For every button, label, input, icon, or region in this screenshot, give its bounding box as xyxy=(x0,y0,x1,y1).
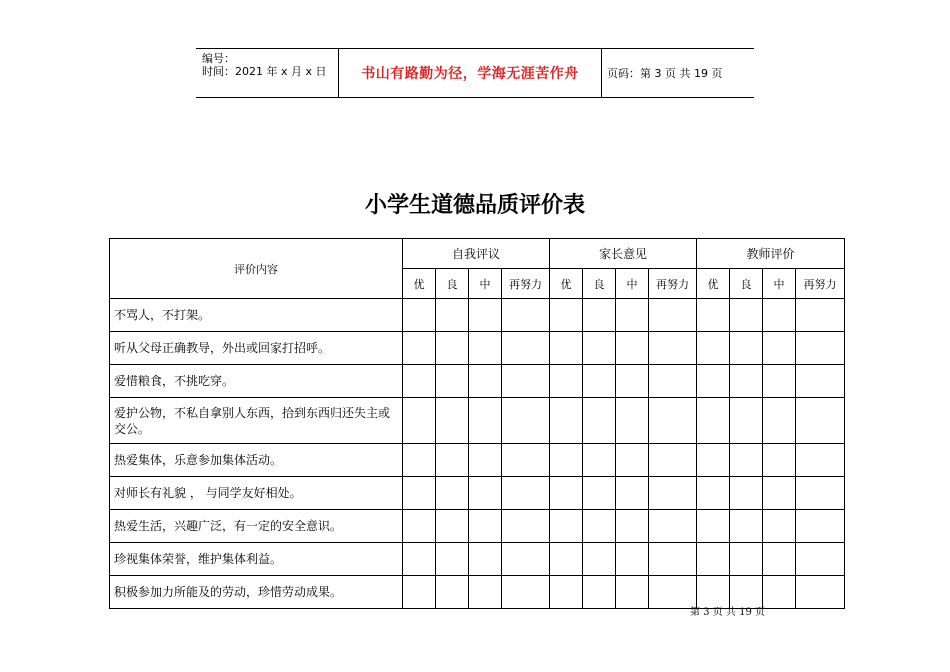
rating-cell[interactable] xyxy=(403,576,436,609)
rating-cell[interactable] xyxy=(730,299,763,332)
grade-header: 优 xyxy=(697,269,730,299)
rating-cell[interactable] xyxy=(403,510,436,543)
rating-cell[interactable] xyxy=(550,398,583,444)
rating-cell[interactable] xyxy=(649,510,697,543)
grade-header: 优 xyxy=(550,269,583,299)
rating-cell[interactable] xyxy=(469,398,502,444)
rating-cell[interactable] xyxy=(796,332,845,365)
rating-cell[interactable] xyxy=(469,332,502,365)
rating-cell[interactable] xyxy=(730,444,763,477)
rating-cell[interactable] xyxy=(583,510,616,543)
rating-cell[interactable] xyxy=(616,444,649,477)
rating-cell[interactable] xyxy=(616,332,649,365)
rating-cell[interactable] xyxy=(796,576,845,609)
table-row xyxy=(110,477,845,510)
rating-cell[interactable] xyxy=(730,510,763,543)
rating-cell[interactable] xyxy=(763,510,796,543)
rating-cell[interactable] xyxy=(697,510,730,543)
rating-cell[interactable] xyxy=(502,444,550,477)
evaluation-item: 珍视集体荣誉，维护集体利益。 xyxy=(110,543,403,576)
rating-cell[interactable] xyxy=(436,543,469,576)
rating-cell[interactable] xyxy=(763,398,796,444)
group-header-parent: 家长意见 xyxy=(550,239,697,269)
evaluation-table xyxy=(109,238,845,609)
rating-cell[interactable] xyxy=(697,477,730,510)
evaluation-body xyxy=(110,299,845,609)
rating-cell[interactable] xyxy=(763,444,796,477)
rating-cell[interactable] xyxy=(697,444,730,477)
rating-cell[interactable] xyxy=(763,576,796,609)
rating-cell[interactable] xyxy=(583,477,616,510)
rating-cell[interactable] xyxy=(763,477,796,510)
rating-cell[interactable] xyxy=(550,543,583,576)
grade-header: 良 xyxy=(583,269,616,299)
content-header: 评价内容 xyxy=(110,239,403,299)
table-row xyxy=(110,398,845,444)
evaluation-item: 热爱生活，兴趣广泛，有一定的安全意识。 xyxy=(110,510,403,543)
rating-cell[interactable] xyxy=(469,477,502,510)
rating-cell[interactable] xyxy=(697,365,730,398)
rating-cell[interactable] xyxy=(649,477,697,510)
document-header xyxy=(196,48,754,98)
rating-cell[interactable] xyxy=(502,365,550,398)
table-row xyxy=(110,543,845,576)
rating-cell[interactable] xyxy=(763,299,796,332)
page-title: 小学生道德品质评价表 xyxy=(364,192,585,218)
rating-cell[interactable] xyxy=(403,477,436,510)
evaluation-item: 热爱集体，乐意参加集体活动。 xyxy=(110,444,403,477)
rating-cell[interactable] xyxy=(763,332,796,365)
rating-cell[interactable] xyxy=(550,477,583,510)
group-header-row xyxy=(110,239,845,269)
rating-cell[interactable] xyxy=(796,365,845,398)
evaluation-item: 爱惜粮食，不挑吃穿。 xyxy=(110,365,403,398)
motto-text: 书山有路勤为径，学海无涯苦作舟 xyxy=(361,66,579,82)
rating-cell[interactable] xyxy=(649,365,697,398)
group-header-teacher: 教师评价 xyxy=(697,239,845,269)
rating-cell[interactable] xyxy=(502,398,550,444)
rating-cell[interactable] xyxy=(436,576,469,609)
rating-cell[interactable] xyxy=(697,299,730,332)
rating-cell[interactable] xyxy=(616,477,649,510)
rating-cell[interactable] xyxy=(730,398,763,444)
rating-cell[interactable] xyxy=(502,299,550,332)
rating-cell[interactable] xyxy=(616,510,649,543)
rating-cell[interactable] xyxy=(436,510,469,543)
rating-cell[interactable] xyxy=(469,444,502,477)
header-motto-cell xyxy=(338,49,602,97)
rating-cell[interactable] xyxy=(697,332,730,365)
rating-cell[interactable] xyxy=(763,543,796,576)
table-row xyxy=(110,510,845,543)
header-page-cell xyxy=(601,49,754,97)
table-row xyxy=(110,299,845,332)
rating-cell[interactable] xyxy=(403,398,436,444)
rating-cell[interactable] xyxy=(616,299,649,332)
rating-cell[interactable] xyxy=(550,332,583,365)
rating-cell[interactable] xyxy=(697,398,730,444)
rating-cell[interactable] xyxy=(403,365,436,398)
rating-cell[interactable] xyxy=(403,332,436,365)
rating-cell[interactable] xyxy=(436,444,469,477)
rating-cell[interactable] xyxy=(403,444,436,477)
rating-cell[interactable] xyxy=(469,543,502,576)
grade-header: 中 xyxy=(763,269,796,299)
grade-header: 中 xyxy=(616,269,649,299)
rating-cell[interactable] xyxy=(469,576,502,609)
rating-cell[interactable] xyxy=(436,299,469,332)
rating-cell[interactable] xyxy=(550,576,583,609)
table-row xyxy=(110,332,845,365)
rating-cell[interactable] xyxy=(469,510,502,543)
time-label: 时间：2021 年 x 月 x 日 xyxy=(202,65,327,78)
page-footer: 第 3 页 共 19 页 xyxy=(690,607,765,618)
rating-cell[interactable] xyxy=(616,365,649,398)
rating-cell[interactable] xyxy=(502,477,550,510)
evaluation-item: 不骂人，不打架。 xyxy=(110,299,403,332)
rating-cell[interactable] xyxy=(616,398,649,444)
rating-cell[interactable] xyxy=(502,332,550,365)
grade-header: 再努力 xyxy=(502,269,550,299)
evaluation-item: 积极参加力所能及的劳动，珍惜劳动成果。 xyxy=(110,576,403,609)
rating-cell[interactable] xyxy=(583,398,616,444)
rating-cell[interactable] xyxy=(697,543,730,576)
rating-cell[interactable] xyxy=(616,543,649,576)
rating-cell[interactable] xyxy=(649,543,697,576)
rating-cell[interactable] xyxy=(796,510,845,543)
grade-header: 再努力 xyxy=(796,269,845,299)
table-row xyxy=(110,365,845,398)
rating-cell[interactable] xyxy=(436,332,469,365)
rating-cell[interactable] xyxy=(649,299,697,332)
grade-header: 良 xyxy=(436,269,469,299)
table-row xyxy=(110,444,845,477)
grade-header: 再努力 xyxy=(649,269,697,299)
rating-cell[interactable] xyxy=(583,543,616,576)
rating-cell[interactable] xyxy=(583,332,616,365)
page-code: 页码：第 3 页 共 19 页 xyxy=(607,66,723,80)
grade-header: 优 xyxy=(403,269,436,299)
rating-cell[interactable] xyxy=(796,477,845,510)
rating-cell[interactable] xyxy=(469,299,502,332)
grade-header: 良 xyxy=(730,269,763,299)
evaluation-item: 对师长有礼貌 ， 与同学友好相处。 xyxy=(110,477,403,510)
rating-cell[interactable] xyxy=(730,543,763,576)
rating-cell[interactable] xyxy=(502,510,550,543)
rating-cell[interactable] xyxy=(550,444,583,477)
rating-cell[interactable] xyxy=(730,365,763,398)
rating-cell[interactable] xyxy=(796,299,845,332)
evaluation-item: 爱护公物，不私自拿别人东西，拾到东西归还失主或交公。 xyxy=(110,398,403,444)
rating-cell[interactable] xyxy=(649,398,697,444)
rating-cell[interactable] xyxy=(502,576,550,609)
rating-cell[interactable] xyxy=(436,398,469,444)
header-meta xyxy=(196,49,338,97)
rating-cell[interactable] xyxy=(730,332,763,365)
evaluation-item: 听从父母正确教导，外出或回家打招呼。 xyxy=(110,332,403,365)
rating-cell[interactable] xyxy=(583,444,616,477)
rating-cell[interactable] xyxy=(796,543,845,576)
rating-cell[interactable] xyxy=(796,444,845,477)
rating-cell[interactable] xyxy=(550,299,583,332)
rating-cell[interactable] xyxy=(403,299,436,332)
rating-cell[interactable] xyxy=(616,576,649,609)
rating-cell[interactable] xyxy=(763,365,796,398)
rating-cell[interactable] xyxy=(550,510,583,543)
grade-header: 中 xyxy=(469,269,502,299)
id-label: 编号： xyxy=(202,52,235,65)
rating-cell[interactable] xyxy=(649,444,697,477)
rating-cell[interactable] xyxy=(436,365,469,398)
rating-cell[interactable] xyxy=(649,332,697,365)
rating-cell[interactable] xyxy=(583,576,616,609)
rating-cell[interactable] xyxy=(730,477,763,510)
rating-cell[interactable] xyxy=(502,543,550,576)
group-header-self: 自我评议 xyxy=(403,239,550,269)
rating-cell[interactable] xyxy=(436,477,469,510)
rating-cell[interactable] xyxy=(403,543,436,576)
rating-cell[interactable] xyxy=(796,398,845,444)
rating-cell[interactable] xyxy=(583,299,616,332)
rating-cell[interactable] xyxy=(469,365,502,398)
rating-cell[interactable] xyxy=(583,365,616,398)
rating-cell[interactable] xyxy=(550,365,583,398)
